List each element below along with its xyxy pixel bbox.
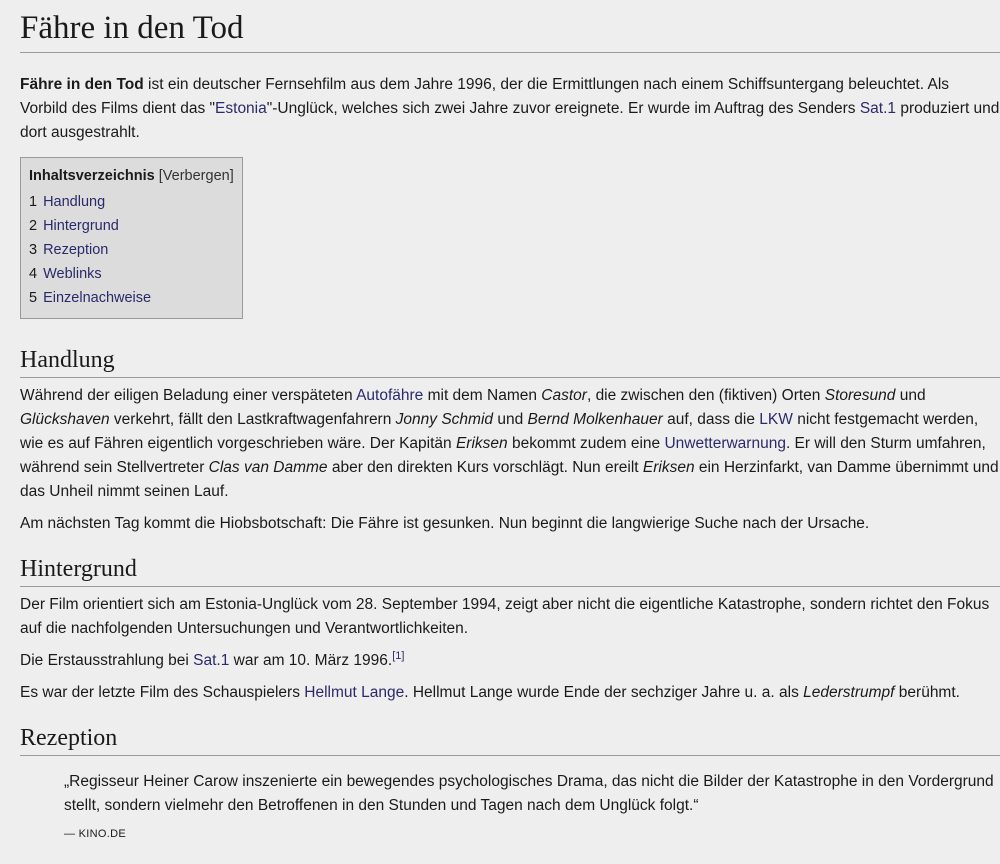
handlung-paragraph-1 [20,384,1000,504]
text: aber den direkten Kurs vorschlägt. Nun ereilt [327,459,643,476]
toc-list [29,190,234,310]
text: Die Erstausstrahlung bei [20,652,194,669]
section-heading-hintergrund: Hintergrund [20,554,1000,587]
text: ein Herzinfarkt, van Damme übernimmt und das Unheil nimmt seinen Lauf. [20,459,999,500]
hintergrund-paragraph-2 [20,649,1000,673]
toc-item-label[interactable]: Weblinks [43,266,102,282]
toc-item-handlung[interactable] [29,190,234,214]
toc-item-einzelnachweise[interactable] [29,286,234,310]
italic-name: Bernd Molkenhauer [527,411,663,428]
text: . Er will den Sturm umfahren, während sein Stellvertreter [20,435,986,476]
text: nicht festgemacht werden, wie es auf Fähren eigentlich vorgeschrieben wäre. Der Kapitän [20,411,979,452]
text: verkehrt, fällt den Lastkraftwagenfahrern [109,411,396,428]
toc-toggle-button[interactable]: [Verbergen] [158,168,234,184]
hintergrund-paragraph-1: Der Film orientiert sich am Estonia-Unglück vom 28. September 1994, zeigt aber nicht die eigentliche Katastrophe, sondern richtet den Fokus auf die nachfolgenden Untersuchungen und Verantwortlichkeiten. [20,596,990,637]
review-quote [64,770,1000,846]
italic-name: Jonny Schmid [395,411,494,428]
text: und [493,411,528,428]
link-sat1[interactable]: Sat.1 [193,652,230,669]
toc-item-number: 1 [29,194,38,210]
intro-text: "-Unglück, welches sich zwei Jahre zuvor ereignete. Er wurde im Auftrag des Senders [266,100,860,117]
table-of-contents [20,157,243,319]
link-unwetterwarnung[interactable]: Unwetterwarnung [664,435,786,452]
toc-item-label[interactable]: Rezeption [43,242,109,258]
text: , die zwischen den (fiktiven) Orten [586,387,825,404]
intro-paragraph [20,73,1000,145]
text: bekommt zudem eine [507,435,665,452]
handlung-paragraph-2: Am nächsten Tag kommt die Hiobsbotschaft: Die Fähre ist gesunken. Nun beginnt die langwierige Suche nach der Ursache. [20,515,870,532]
italic-name: Clas van Damme [208,459,328,476]
link-hellmut-lange[interactable]: Hellmut Lange [304,684,405,701]
text: berühmt. [894,684,960,701]
italic-name: Glückshaven [20,411,110,428]
article [0,8,1000,846]
text: Während der eiligen Beladung einer verspäteten [20,387,357,404]
text: und [895,387,926,404]
toc-item-label[interactable]: Einzelnachweise [43,290,152,306]
italic-name: Eriksen [455,435,508,452]
toc-title: Inhaltsverzeichnis [29,168,155,184]
text: Es war der letzte Film des Schauspielers [20,684,305,701]
toc-item-weblinks[interactable] [29,262,234,286]
link-autofaehre[interactable]: Autofähre [356,387,424,404]
italic-name: Lederstrumpf [803,684,895,701]
intro-bold-title: Fähre in den Tod [20,76,144,93]
toc-item-number: 2 [29,218,38,234]
section-heading-handlung: Handlung [20,345,1000,378]
text: mit dem Namen [423,387,542,404]
quote-text: „Regisseur Heiner Carow inszenierte ein bewegendes psychologisches Drama, das nicht die Bilder der Katastrophe in den Vordergrund stellt, sondern vielmehr den Betroffenen in den Stunden und Tagen nach dem Unglück folgt.“ [64,773,994,814]
toc-item-number: 5 [29,290,38,306]
italic-name: Storesund [824,387,896,404]
intro-text: produziert und dort ausgestrahlt. [20,100,1000,141]
toc-item-rezeption[interactable] [29,238,234,262]
link-lkw[interactable]: LKW [759,411,793,428]
text: war am 10. März 1996. [229,652,393,669]
page-title: Fähre in den Tod [20,8,1000,53]
reference-link[interactable]: [1] [392,649,405,662]
toc-item-label[interactable]: Hintergrund [43,218,119,234]
text: auf, dass die [662,411,760,428]
link-estonia[interactable]: Estonia [215,100,267,117]
hintergrund-paragraph-3 [20,681,1000,705]
toc-item-number: 4 [29,266,38,282]
section-heading-rezeption: Rezeption [20,723,1000,756]
text: . Hellmut Lange wurde Ende der sechziger Jahre u. a. als [404,684,804,701]
toc-item-label[interactable]: Handlung [43,194,106,210]
italic-name: Eriksen [642,459,695,476]
toc-item-hintergrund[interactable] [29,214,234,238]
italic-name: Castor [541,387,587,404]
quote-source: — KINO.DE [64,828,126,840]
link-sat1[interactable]: Sat.1 [859,100,897,117]
intro-text: ist ein deutscher Fernsehfilm aus dem Jahre 1996, der die Ermittlungen nach einem Schiffsuntergang beleuchtet. Als Vorbild des Films dient das " [20,76,950,117]
toc-item-number: 3 [29,242,38,258]
